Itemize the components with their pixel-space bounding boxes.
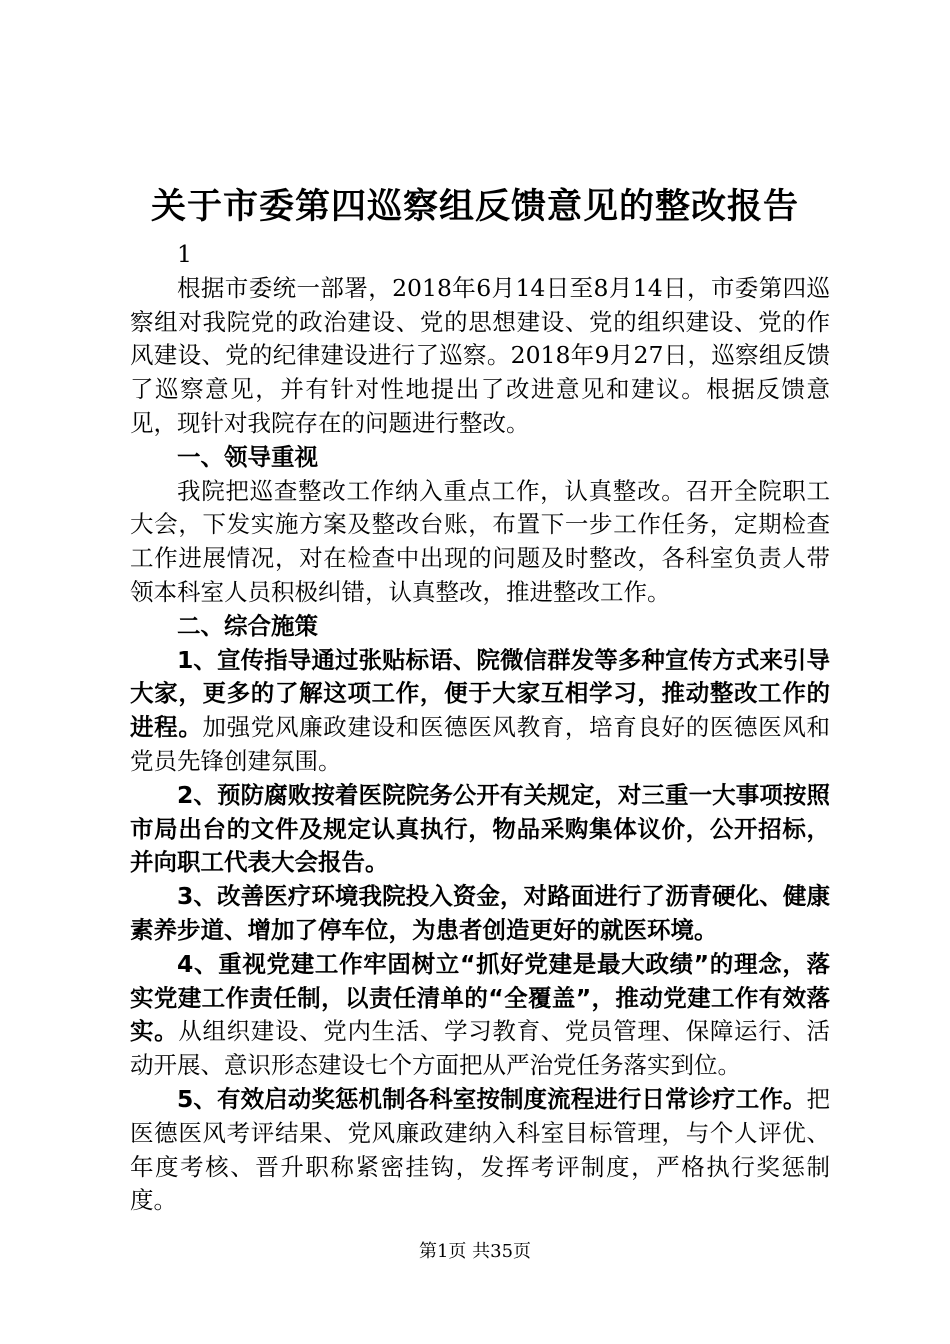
measure-item-4-text: 从组织建设、党内生活、学习教育、党员管理、保障运行、活动开展、意识形态建设七个方面把从严治党任务落实到位。 (130, 1017, 831, 1080)
measure-item-4 (130, 948, 830, 1083)
measure-item-5-text: 把医德医风考评结果、党风廉政建纳入科室目标管理，与个人评优、年度考核、晋升职称紧密挂钩，发挥考评制度，严格执行奖惩制度。 (130, 1084, 830, 1215)
document-title: 关于市委第四巡察组反馈意见的整改报告 (150, 186, 799, 227)
measure-item-1-lead: 1、宣传指导通过张贴标语、院微信群发等多种宣传方式来引导大家，更多的了解这项工作，便于大家互相学习，推动整改工作的进程。 (130, 645, 830, 742)
section-1-paragraph: 我院把巡查整改工作纳入重点工作，认真整改。召开全院职工大会，下发实施方案及整改台账，布置下一步工作任务，定期检查工作进展情况，对在检查中出现的问题及时整改，各科室负责人带领本科室人员积极纠错，认真整改，推进整改工作。 (130, 476, 830, 606)
section-heading-2: 二、综合施策 (177, 611, 318, 640)
section-heading-1: 一、领导重视 (177, 442, 318, 471)
measure-item-2-lead: 2、预防腐败按着医院院务公开有关规定，对三重一大事项按照市局出台的文件及规定认真执行，物品采购集体议价，公开招标，并向职工代表大会报告。 (130, 780, 830, 877)
measure-item-3 (130, 880, 830, 948)
measure-item-4-lead: 4、重视党建工作牢固树立“抓好党建是最大政绩”的理念，落实党建工作责任制，以责任清单的“全覆盖”，推动党建工作有效落实。 (130, 949, 830, 1046)
measure-item-1-text: 加强党风廉政建设和医德医风教育，培育良好的医德医风和党员先锋创建氛围。 (130, 713, 831, 775)
document-body (130, 238, 830, 1218)
page-marker: 1 (177, 240, 192, 268)
measure-item-5 (130, 1083, 830, 1218)
measure-item-2 (130, 779, 830, 880)
measure-item-1 (130, 644, 830, 779)
page-footer: 第1页 共35页 (418, 1241, 532, 1262)
measure-item-3-lead: 3、改善医疗环境我院投入资金，对路面进行了沥青硬化、健康素养步道、增加了停车位，为患者创造更好的就医环境。 (130, 882, 830, 944)
intro-paragraph: 根据市委统一部署，2018年6月14日至8月14日，市委第四巡察组对我院党的政治建设、党的思想建设、党的组织建设、党的作风建设、党的纪律建设进行了巡察。2018年9月27日，巡察组反馈了巡察意见，并有针对性地提出了改进意见和建议。根据反馈意见，现针对我院存在的问题进行整改。 (130, 273, 830, 437)
measure-item-5-lead: 5、有效启动奖惩机制各科室按制度流程进行日常诊疗工作。 (177, 1084, 807, 1113)
